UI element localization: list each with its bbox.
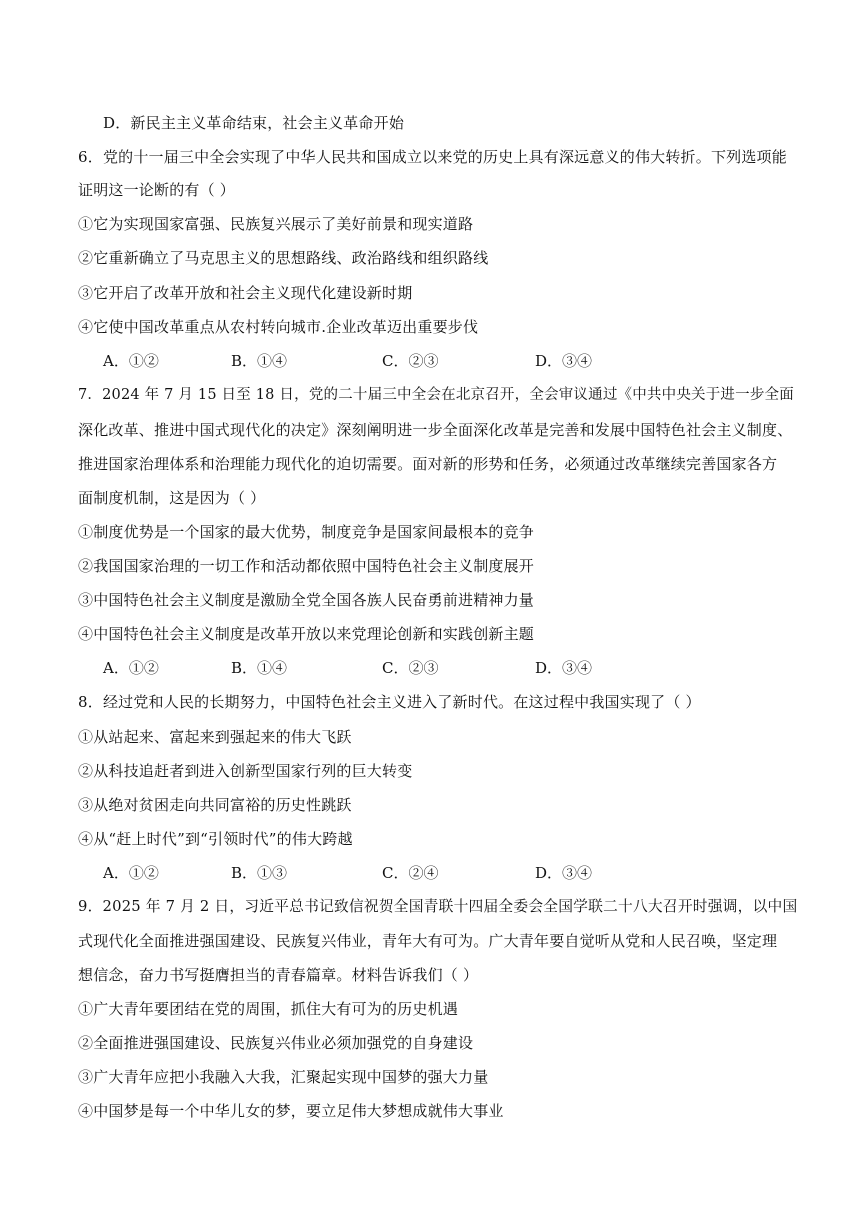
q8-item-1: ①从站起来、富起来到强起来的伟大飞跃 <box>78 728 352 746</box>
q8-item-4: ④从“赶上时代”到“引领时代”的伟大跨越 <box>78 830 353 848</box>
q6-stem-line-2: 证明这一论断的有（ ） <box>78 181 235 199</box>
q9-item-2: ②全面推进强国建设、民族复兴伟业必须加强党的自身建设 <box>78 1034 474 1052</box>
q9-item-3: ③广大青年应把小我融入大我，汇聚起实现中国梦的强大力量 <box>78 1068 489 1086</box>
q8-option-b[interactable]: B．①③ <box>231 864 288 882</box>
q7-stem-line-2: 深化改革、推进中国式现代化的决定》深刻阐明进一步全面深化改革是完善和发展中国特色社会主义制度、 <box>78 421 793 439</box>
q6-item-2: ②它重新确立了马克思主义的思想路线、政治路线和组织路线 <box>78 249 489 267</box>
q7-option-d[interactable]: D．③④ <box>535 659 593 677</box>
q8-item-3: ③从绝对贫困走向共同富裕的历史性跳跃 <box>78 796 352 814</box>
q7-option-c[interactable]: C．②③ <box>382 659 439 677</box>
q7-option-a[interactable]: A．①② <box>103 659 159 677</box>
q5-option-d: D．新民主主义革命结束，社会主义革命开始 <box>103 114 405 132</box>
q6-item-4: ④它使中国改革重点从农村转向城市.企业改革迈出重要步伐 <box>78 318 479 336</box>
q7-item-2: ②我国国家治理的一切工作和活动都依照中国特色社会主义制度展开 <box>78 557 535 575</box>
q8-item-2: ②从科技追赶者到进入创新型国家行列的巨大转变 <box>78 762 413 780</box>
q9-stem-line-2: 式现代化全面推进强国建设、民族复兴伟业，青年大有可为。广大青年要自觉听从党和人民召唤，坚定理 <box>78 932 778 950</box>
q7-options <box>103 658 703 678</box>
q7-stem-line-1: 7．2024 年 7 月 15 日至 18 日，党的二十届三中全会在北京召开，全会审议通过《中共中央关于进一步全面 <box>78 387 794 403</box>
q7-item-1: ①制度优势是一个国家的最大优势，制度竞争是国家间最根本的竞争 <box>78 523 535 541</box>
q9-stem-line-1: 9．2025 年 7 月 2 日，习近平总书记致信祝贺全国青联十四届全委会全国学联二十八大召开时强调，以中国 <box>78 898 798 915</box>
q7-stem-line-3: 推进国家治理体系和治理能力现代化的迫切需要。面对新的形势和任务，必须通过改革继续完善国家各方 <box>78 455 778 473</box>
q8-option-a[interactable]: A．①② <box>103 864 159 882</box>
q6-item-3: ③它开启了改革开放和社会主义现代化建设新时期 <box>78 284 413 302</box>
q8-option-c[interactable]: C．②④ <box>382 864 439 882</box>
q7-option-b[interactable]: B．①④ <box>231 659 288 677</box>
q7-item-4: ④中国特色社会主义制度是改革开放以来党理论创新和实践创新主题 <box>78 625 535 643</box>
q9-item-4: ④中国梦是每一个中华儿女的梦，要立足伟大梦想成就伟大事业 <box>78 1102 504 1120</box>
q7-stem-line-4: 面制度机制，这是因为（ ） <box>78 489 266 507</box>
q6-item-1: ①它为实现国家富强、民族复兴展示了美好前景和现实道路 <box>78 215 474 233</box>
q6-stem-line-1: 6．党的十一届三中全会实现了中华人民共和国成立以来党的历史上具有深远意义的伟大转折。下列选项能 <box>78 148 787 166</box>
q6-option-a[interactable]: A．①② <box>103 352 159 370</box>
q9-stem-line-3: 想信念，奋力书写挺膺担当的青春篇章。材料告诉我们（ ） <box>78 966 479 984</box>
q6-option-b[interactable]: B．①④ <box>231 352 288 370</box>
q8-stem-line-1: 8．经过党和人民的长期努力，中国特色社会主义进入了新时代。在这过程中我国实现了（ ） <box>78 693 701 711</box>
q6-option-c[interactable]: C．②③ <box>382 352 439 370</box>
q8-options <box>103 863 703 883</box>
q6-options <box>103 351 703 371</box>
q9-item-1: ①广大青年要团结在党的周围，抓住大有可为的历史机遇 <box>78 1000 459 1018</box>
q8-option-d[interactable]: D．③④ <box>535 864 593 882</box>
q6-option-d[interactable]: D．③④ <box>535 352 593 370</box>
q7-item-3: ③中国特色社会主义制度是激励全党全国各族人民奋勇前进精神力量 <box>78 591 535 609</box>
